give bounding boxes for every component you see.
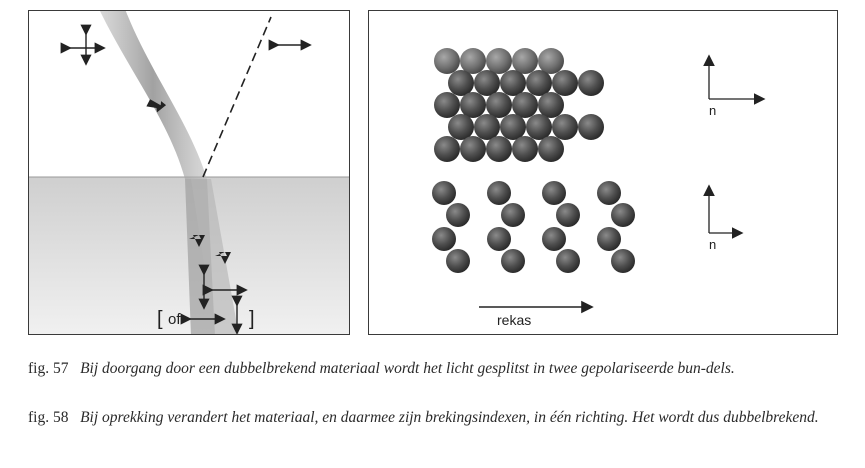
molecule-sphere [487, 227, 511, 251]
molecule-sphere [474, 114, 500, 140]
molecule-sphere [542, 181, 566, 205]
molecule-sphere [486, 48, 512, 74]
figure-57-panel [28, 10, 350, 335]
stretched-molecules [432, 181, 635, 273]
molecule-sphere [487, 181, 511, 205]
molecule-sphere [434, 48, 460, 74]
figure-58-caption [28, 407, 848, 428]
incident-light-beam [99, 11, 207, 179]
molecule-sphere [501, 203, 525, 227]
stretching-diagram [369, 11, 838, 335]
molecule-sphere [446, 203, 470, 227]
molecule-sphere [486, 92, 512, 118]
molecule-sphere [538, 48, 564, 74]
molecule-sphere [552, 70, 578, 96]
molecule-sphere [538, 92, 564, 118]
molecule-sphere [552, 114, 578, 140]
molecule-sphere [611, 249, 635, 273]
molecule-sphere [434, 136, 460, 162]
birefringence-diagram [29, 11, 350, 335]
molecule-sphere [448, 114, 474, 140]
molecule-sphere [526, 70, 552, 96]
alternative-label: of [168, 311, 181, 328]
molecule-sphere [500, 70, 526, 96]
molecule-sphere [434, 92, 460, 118]
molecule-sphere [512, 136, 538, 162]
molecule-sphere [556, 203, 580, 227]
molecule-sphere [460, 92, 486, 118]
molecule-sphere [578, 70, 604, 96]
molecule-sphere [556, 249, 580, 273]
molecule-sphere [538, 136, 564, 162]
molecule-sphere [432, 227, 456, 251]
bracket-open: [ [157, 308, 163, 330]
molecule-sphere [526, 114, 552, 140]
caption-text: Bij doorgang door een dubbelbrekend materiaal wordt het licht gesplitst in twee gepolariseerde bun-dels. [80, 360, 735, 377]
molecule-sphere [460, 136, 486, 162]
molecule-sphere [500, 114, 526, 140]
reflected-ray [203, 17, 271, 177]
molecule-sphere [512, 92, 538, 118]
molecule-sphere [611, 203, 635, 227]
molecule-sphere [460, 48, 486, 74]
molecule-sphere [486, 136, 512, 162]
figure-58-panel [368, 10, 838, 335]
molecule-sphere [597, 227, 621, 251]
stretch-label: rekas [497, 312, 532, 328]
molecule-sphere [448, 70, 474, 96]
molecule-sphere [512, 48, 538, 74]
axis-label-n: n [709, 237, 717, 252]
axis-label-n: n [709, 103, 717, 118]
molecule-sphere [578, 114, 604, 140]
molecule-sphere [597, 181, 621, 205]
bracket-close: ] [249, 308, 255, 330]
molecule-sphere [446, 249, 470, 273]
molecule-sphere [542, 227, 566, 251]
caption-text: Bij oprekking verandert het materiaal, en daarmee zijn brekingsindexen, in één richting. Het wordt dus dubbelbrekend. [80, 409, 819, 426]
molecule-sphere [474, 70, 500, 96]
molecule-sphere [432, 181, 456, 205]
polarization-cross-icon [69, 33, 103, 63]
axes-top [709, 57, 763, 99]
unstretched-molecules [434, 48, 604, 162]
axes-bottom [709, 187, 741, 233]
caption-number: fig. 57 [28, 360, 69, 377]
figure-57-caption [28, 358, 848, 379]
caption-number: fig. 58 [28, 409, 69, 426]
molecule-sphere [501, 249, 525, 273]
